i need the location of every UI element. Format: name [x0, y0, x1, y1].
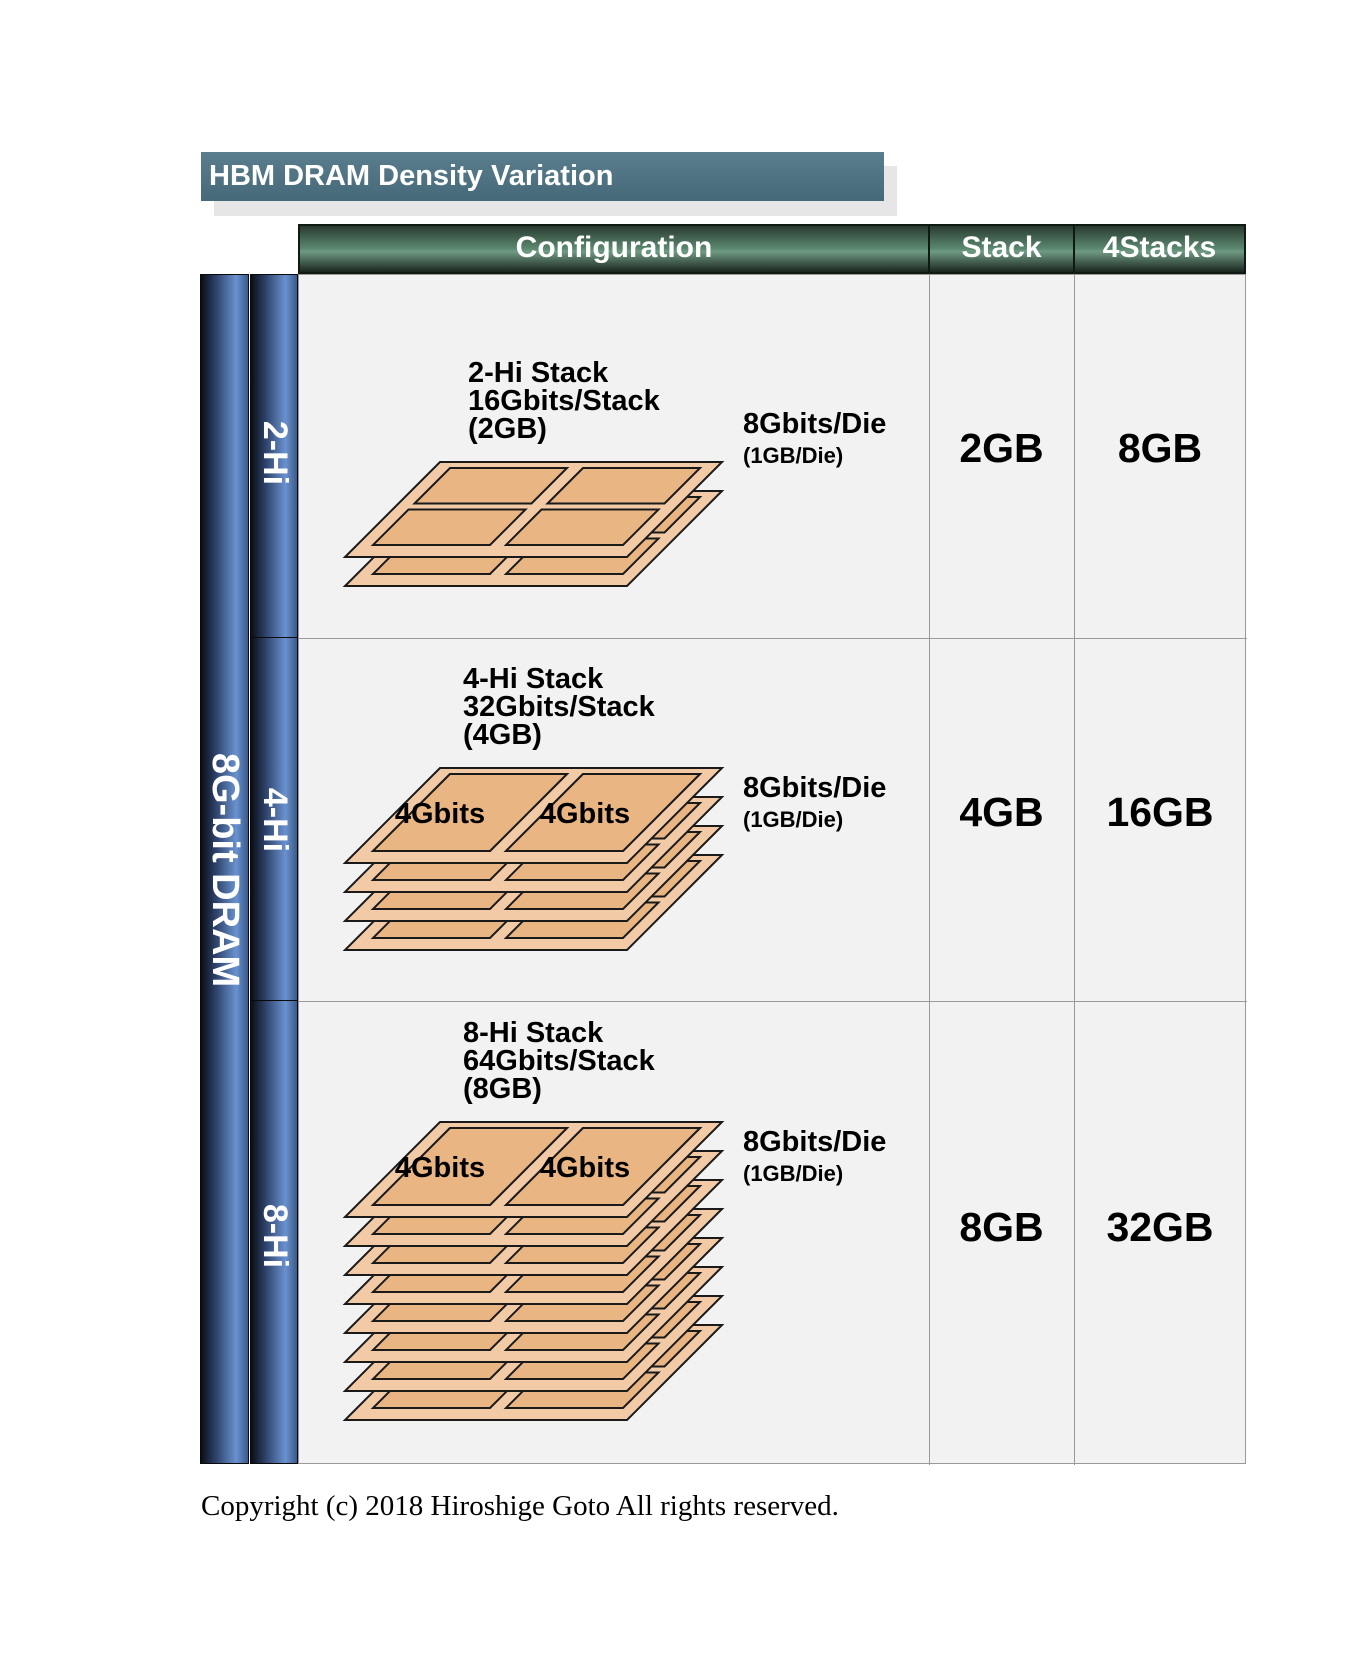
bank-label: 4Gbits — [539, 1152, 631, 1184]
row-divider — [299, 638, 1247, 639]
bank-label: 4Gbits — [394, 798, 486, 830]
die-stack-diagram — [345, 460, 735, 590]
stack-capacity: 4GB — [959, 789, 1044, 835]
stack-bytes: (2GB) — [468, 413, 547, 445]
header-four-stacks: 4Stacks — [1073, 224, 1246, 274]
page-title: HBM DRAM Density Variation — [201, 152, 884, 201]
four-stack-capacity: 8GB — [1117, 425, 1203, 471]
row-label-text: 4-Hi — [256, 787, 294, 853]
row-label-2hi — [250, 274, 298, 638]
copyright-notice: Copyright (c) 2018 Hiroshige Goto All rights reserved. — [201, 1490, 839, 1522]
row-label-text: 2-Hi — [256, 420, 294, 486]
stack-title: 4-Hi Stack — [463, 663, 604, 695]
die-bits: 8Gbits/Die — [743, 408, 887, 440]
die-bits: 8Gbits/Die — [743, 772, 887, 804]
stack-capacity: 2GB — [959, 425, 1044, 471]
stack-bits: 32Gbits/Stack — [463, 691, 655, 723]
header-stack: Stack — [928, 224, 1075, 274]
row-divider — [299, 1001, 1247, 1002]
stack-capacity: 8GB — [959, 1204, 1044, 1250]
stack-bits: 16Gbits/Stack — [468, 385, 660, 417]
die-bytes: (1GB/Die) — [743, 443, 844, 468]
die-stack-diagram — [345, 766, 735, 956]
four-stack-capacity: 16GB — [1106, 789, 1214, 835]
stack-bytes: (4GB) — [463, 719, 542, 751]
stack-bits: 64Gbits/Stack — [463, 1045, 655, 1077]
die-bits: 8Gbits/Die — [743, 1126, 887, 1158]
stack-bytes: (8GB) — [463, 1073, 542, 1105]
row-label-8hi — [250, 1000, 298, 1464]
stack-title: 8-Hi Stack — [463, 1017, 604, 1049]
row-label-text: 8-Hi — [256, 1203, 294, 1269]
die-bytes: (1GB/Die) — [743, 807, 844, 832]
side-label-dram — [200, 274, 249, 1464]
die-stack-diagram — [345, 1120, 735, 1430]
four-stack-capacity: 32GB — [1106, 1204, 1214, 1250]
header-configuration: Configuration — [298, 224, 930, 274]
stack-title: 2-Hi Stack — [468, 357, 609, 389]
die-bytes: (1GB/Die) — [743, 1161, 844, 1186]
row-label-4hi — [250, 637, 298, 1001]
bank-label: 4Gbits — [539, 798, 631, 830]
side-label-text: 8G-bit DRAM — [204, 752, 246, 988]
bank-label: 4Gbits — [394, 1152, 486, 1184]
